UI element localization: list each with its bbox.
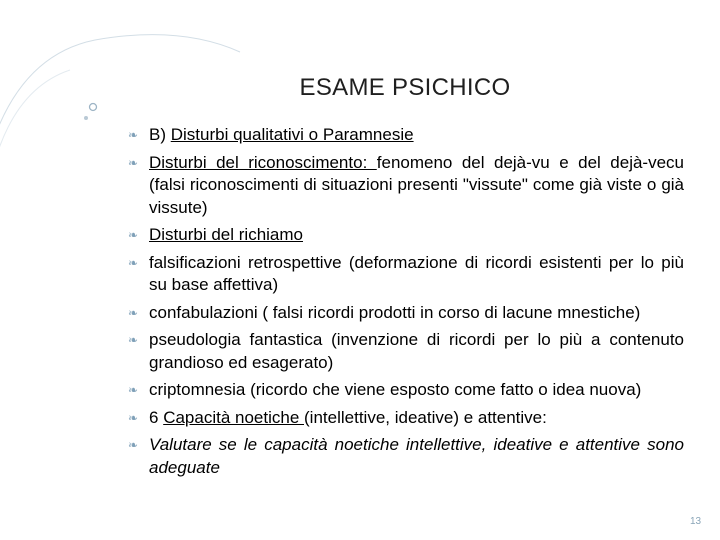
bullet-heading: Disturbi del riconoscimento:: [149, 152, 377, 172]
bullet-text: (intellettive, ideative) e attentive:: [304, 407, 547, 427]
bullet-icon: ❧: [128, 438, 139, 452]
bullet-text: fenomeno del dejà-vu e del dejà-vecu (falsi riconoscimenti di situazioni presenti "vissute" come già viste o già vissute): [149, 152, 684, 217]
bullet-item: [128, 124, 684, 147]
bullet-item: [128, 152, 684, 220]
bullet-heading: Capacità noetiche: [163, 407, 305, 427]
bullet-item: [128, 407, 684, 430]
bullet-prefix: B): [149, 125, 171, 144]
bullet-icon: ❧: [128, 383, 139, 397]
bullet-item: [128, 302, 684, 325]
bullet-icon: ❧: [128, 333, 139, 347]
decorative-dot-large: [90, 104, 97, 111]
bullet-item: [128, 224, 684, 247]
bullet-icon: ❧: [128, 305, 139, 320]
bullet-icon: ❧: [128, 128, 139, 142]
slide-title: ESAME PSICHICO: [299, 74, 511, 101]
bullet-item: [128, 379, 684, 402]
bullet-text: Valutare se le capacità noetiche intellettive, ideative e attentive sono adeguate: [149, 435, 684, 477]
bullet-list: [128, 124, 684, 484]
bullet-heading: Disturbi qualitativi o Paramnesie: [170, 125, 414, 144]
bullet-text: pseudologia fantastica (invenzione di ricordi per lo più a contenuto grandioso ed esagerato): [149, 330, 684, 372]
bullet-text: criptomnesia (ricordo che viene esposto come fatto o idea nuova): [149, 380, 642, 399]
corner-arc-decoration-2: [0, 70, 70, 180]
bullet-text: confabulazioni ( falsi ricordi prodotti in corso di lacune mnestiche): [149, 302, 641, 322]
bullet-item: [128, 434, 684, 479]
bullet-icon: ❧: [128, 228, 139, 242]
bullet-item: [128, 252, 684, 297]
page-number: 13: [690, 516, 702, 527]
bullet-item: [128, 329, 684, 374]
bullet-prefix: 6: [149, 407, 164, 427]
bullet-icon: ❧: [128, 155, 139, 170]
bullet-text: falsificazioni retrospettive (deformazione di ricordi esistenti per lo più su base affettiva): [149, 252, 684, 294]
decorative-dot-small: [84, 116, 88, 120]
bullet-heading: Disturbi del richiamo: [149, 225, 303, 244]
bullet-icon: ❧: [128, 410, 139, 425]
bullet-icon: ❧: [128, 255, 139, 270]
